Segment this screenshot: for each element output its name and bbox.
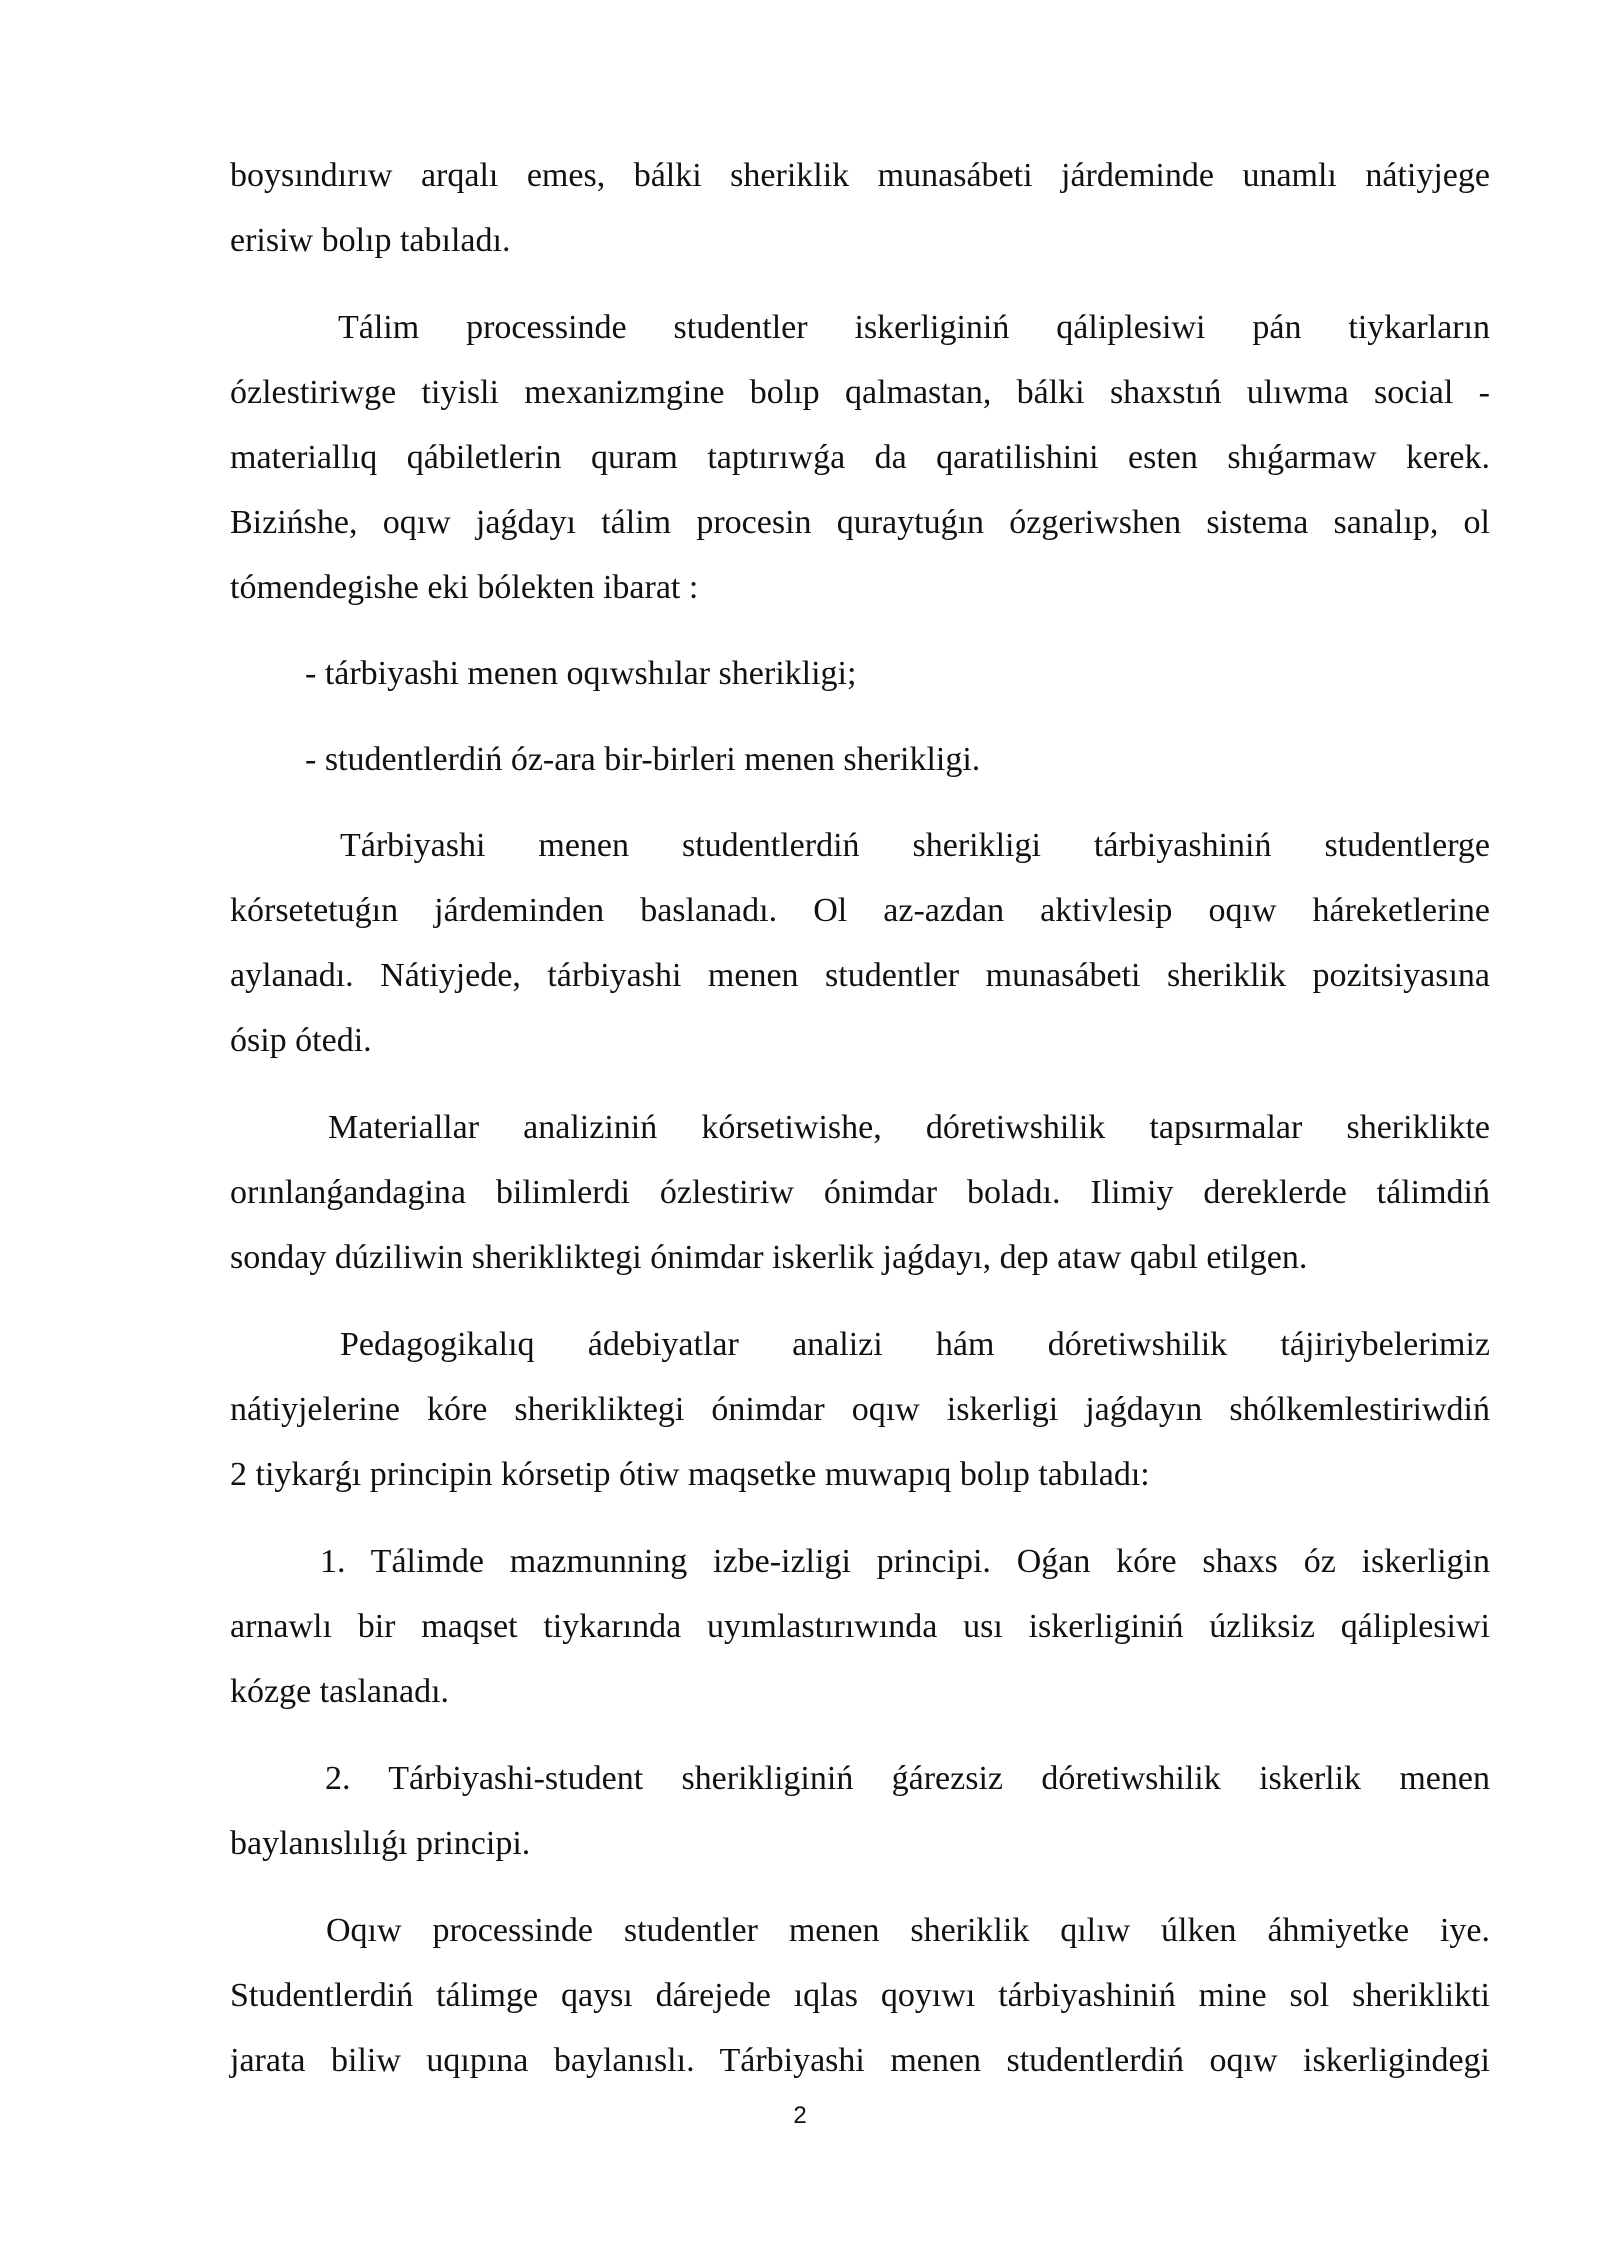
paragraph-1-line-1: boysındırıw arqalı emes, bálki sheriklik munasábeti járdeminde unamlı nátiyjege	[230, 157, 1490, 194]
numbered-item-2-line-2: baylanıslılıǵı principi.	[230, 1825, 531, 1862]
paragraph-10-line-3: jarata biliw uqıpına baylanıslı. Tárbiyashi menen studentlerdiń oqıw iskerligindegi	[230, 2042, 1490, 2079]
numbered-item-1-line-2: arnawlı bir maqset tiykarında uyımlastırıwında usı iskerliginiń úzliksiz qáliplesiwi	[230, 1608, 1490, 1645]
paragraph-5-line-2: kórsetetuǵın járdeminden baslanadı. Ol az-azdan aktivlesip oqıw háreketlerine	[230, 892, 1490, 929]
paragraph-10-line-1: Oqıw processinde studentler menen sheriklik qılıw úlken áhmiyetke iye.	[326, 1912, 1490, 1949]
paragraph-7-line-1: Pedagogikalıq ádebiyatlar analizi hám dóretiwshilik tájiriybelerimiz	[340, 1326, 1490, 1363]
page-number: 2	[793, 2102, 807, 2129]
paragraph-5-line-3: aylanadı. Nátiyjede, tárbiyashi menen studentler munasábeti sheriklik pozitsiyasına	[230, 957, 1490, 994]
paragraph-7-line-2: nátiyjelerine kóre sherikliktegi ónimdar oqıw iskerligi jaǵdayın shólkemlestiriwdiń	[230, 1391, 1490, 1428]
numbered-item-2-line-1: 2. Tárbiyashi-student sherikliginiń ǵárezsiz dóretiwshilik iskerlik menen	[325, 1760, 1490, 1797]
paragraph-2-line-3: materiallıq qábiletlerin quram taptırıwǵa da qaratilishini esten shıǵarmaw kerek.	[230, 439, 1490, 476]
paragraph-6-line-3: sonday dúziliwin sherikliktegi ónimdar iskerlik jaǵdayı, dep ataw qabıl etilgen.	[230, 1239, 1308, 1276]
paragraph-2-line-4: Bizińshe, oqıw jaǵdayı tálim procesin quraytuǵın ózgeriwshen sistema sanalıp, ol	[230, 504, 1490, 541]
numbered-item-1-line-1: 1. Tálimde mazmunning izbe-izligi principi. Oǵan kóre shaxs óz iskerligin	[320, 1543, 1490, 1580]
paragraph-6-line-1: Materiallar analiziniń kórsetiwishe, dóretiwshilik tapsırmalar sheriklikte	[328, 1109, 1490, 1146]
paragraph-2-line-1: Tálim processinde studentler iskerliginiń qáliplesiwi pán tiykarların	[338, 309, 1490, 346]
paragraph-6-line-2: orınlanǵandagina bilimlerdi ózlestiriw ónimdar boladı. Ilimiy dereklerde tálimdiń	[230, 1174, 1490, 1211]
paragraph-1-line-2: erisiw bolıp tabıladı.	[230, 222, 511, 259]
numbered-item-1-line-3: kózge taslanadı.	[230, 1673, 450, 1710]
bullet-item-1: - tárbiyashi menen oqıwshılar sherikligi;	[305, 655, 857, 692]
paragraph-2-line-2: ózlestiriwge tiyisli mexanizmgine bolıp qalmastan, bálki shaxstıń ulıwma social -	[230, 374, 1490, 411]
paragraph-5-line-4: ósip ótedi.	[230, 1022, 372, 1059]
paragraph-7-line-3: 2 tiykarǵı principin kórsetip ótiw maqsetke muwapıq bolıp tabıladı:	[230, 1456, 1150, 1493]
paragraph-10-line-2: Studentlerdiń tálimge qaysı dárejede ıqlas qoyıwı tárbiyashiniń mine sol sheriklikti	[230, 1977, 1490, 2014]
paragraph-5-line-1: Tárbiyashi menen studentlerdiń sherikligi tárbiyashiniń studentlerge	[340, 827, 1490, 864]
bullet-item-2: - studentlerdiń óz-ara bir-birleri menen sherikligi.	[305, 741, 981, 778]
paragraph-2-line-5: tómendegishe eki bólekten ibarat :	[230, 569, 699, 606]
